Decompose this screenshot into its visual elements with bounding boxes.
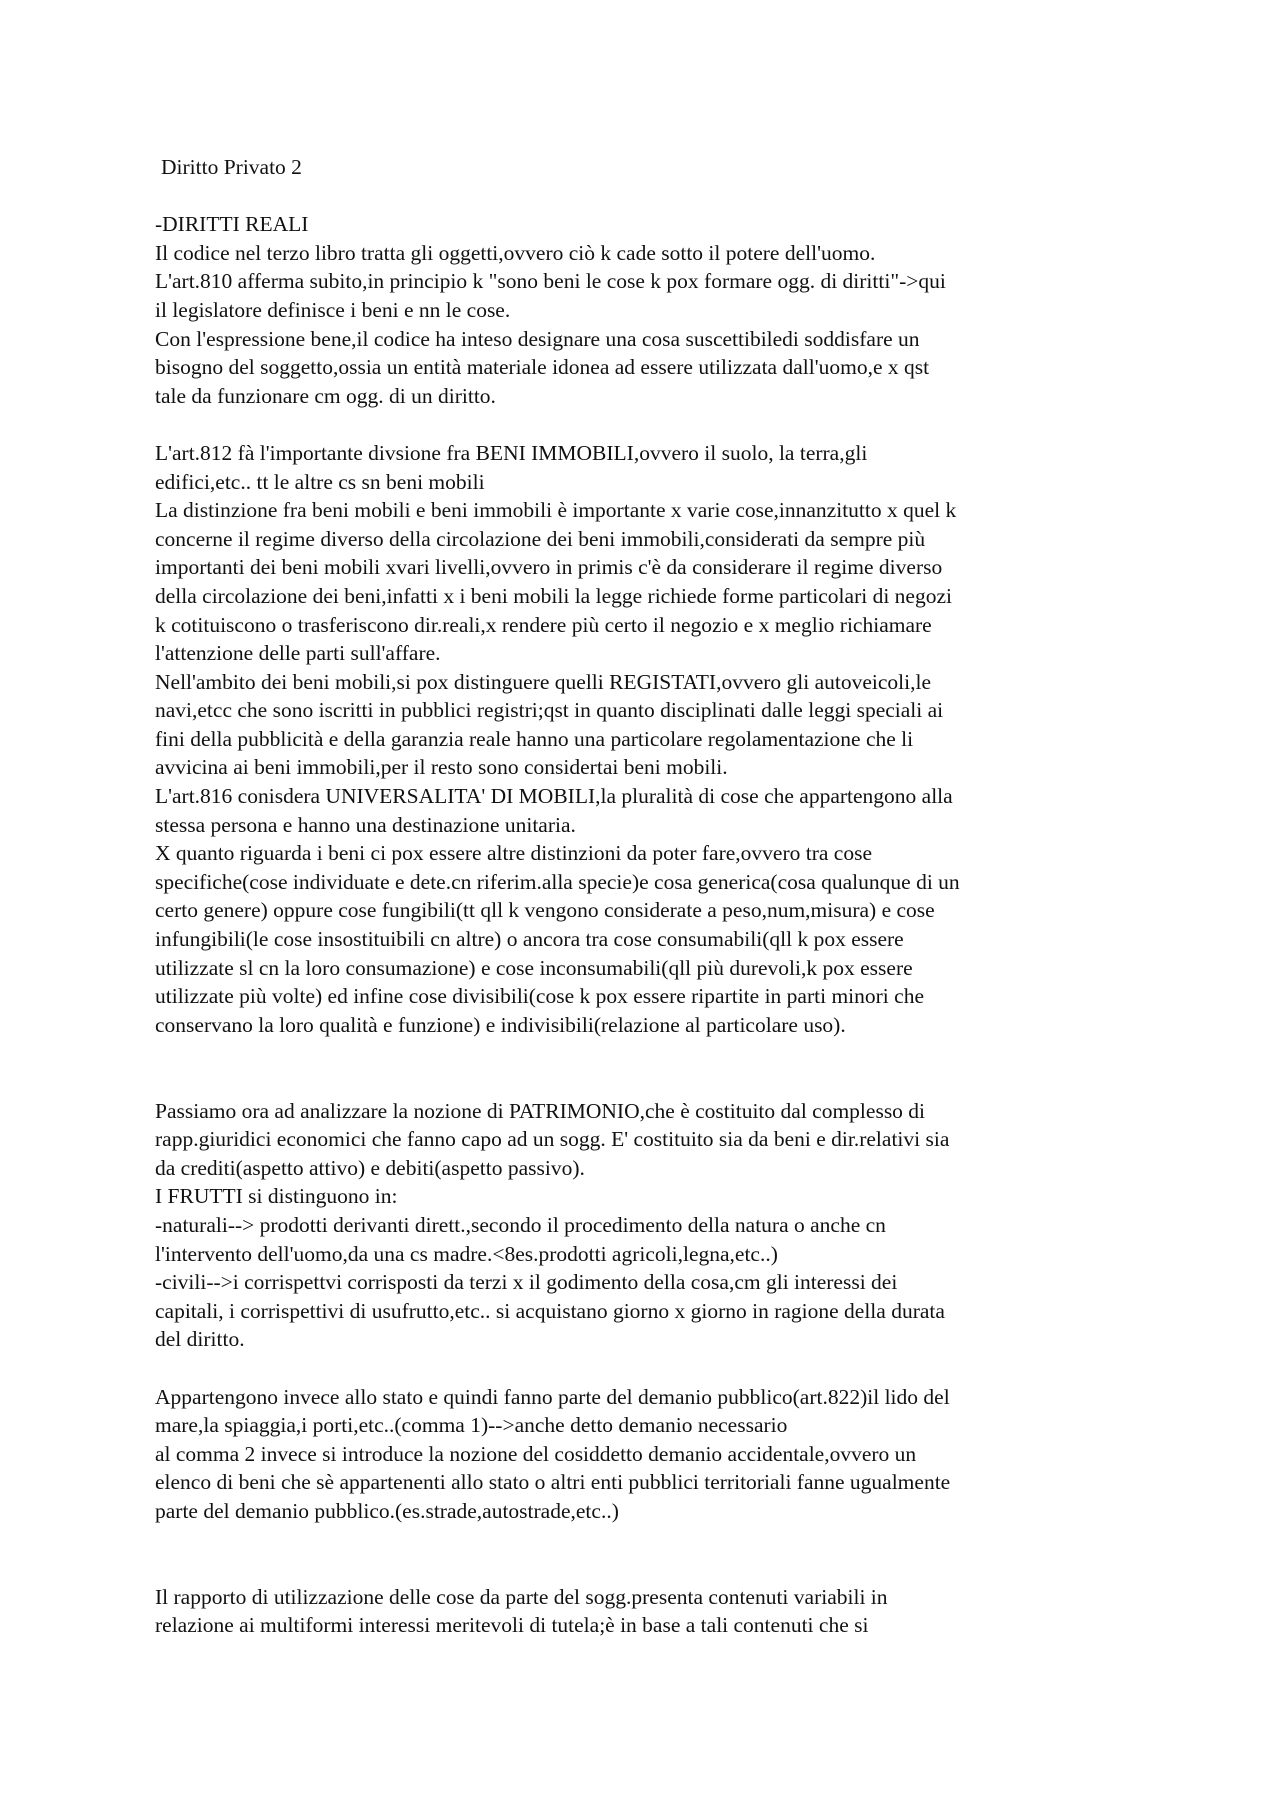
text-line: della circolazione dei beni,infatti x i beni mobili la legge richiede forme particolari di negozi: [155, 583, 952, 608]
text-line: elenco di beni che sè appartenenti allo stato o altri enti pubblici territoriali fanne ugualmente: [155, 1470, 951, 1495]
text-line: Con l'espressione bene,il codice ha inteso designare una cosa suscettibiledi soddisfare un: [155, 326, 920, 351]
document-title: Diritto Privato 2: [161, 155, 302, 179]
text-line: concerne il regime diverso della circolazione dei beni immobili,considerati da sempre più: [155, 526, 926, 551]
paragraph-spacer: [155, 182, 1155, 211]
text-line: l'intervento dell'uomo,da una cs madre.<8es.prodotti agricoli,legna,etc..): [155, 1241, 778, 1266]
text-line: Il rapporto di utilizzazione delle cose da parte del sogg.presenta contenuti variabili in: [155, 1584, 888, 1609]
text-line: utilizzate più volte) ed infine cose divisibili(cose k pox essere ripartite in parti minori che: [155, 984, 924, 1009]
text-line: utilizzate sl cn la loro consumazione) e cose inconsumabili(qll più durevoli,k pox essere: [155, 955, 913, 980]
text-line: Passiamo ora ad analizzare la nozione di PATRIMONIO,che è costituito dal complesso di: [155, 1098, 926, 1123]
text-line: rapp.giuridici economici che fanno capo ad un sogg. E' costituito sia da beni e dir.relativi sia: [155, 1127, 950, 1152]
text-line: La distinzione fra beni mobili e beni immobili è importante x varie cose,innanzitutto x quel k: [155, 498, 957, 523]
text-line: edifici,etc.. tt le altre cs sn beni mobili: [155, 469, 485, 494]
paragraph: [155, 782, 1155, 839]
paragraph: [155, 1268, 1155, 1354]
text-line: stessa persona e hanno una destinazione unitaria.: [155, 812, 576, 837]
text-line: X quanto riguarda i beni ci pox essere altre distinzioni da poter fare,ovvero tra cose: [155, 841, 872, 866]
paragraph: [155, 1182, 1155, 1211]
paragraph-spacer: [155, 410, 1155, 439]
paragraph: [155, 325, 1155, 411]
paragraph-spacer: [155, 1039, 1155, 1096]
text-line: infungibili(le cose insostituibili cn altre) o ancora tra cose consumabili(qll k pox essere: [155, 927, 904, 952]
paragraph: [155, 496, 1155, 668]
text-line: da crediti(aspetto attivo) e debiti(aspetto passivo).: [155, 1155, 585, 1180]
text-line: -civili-->i corrispettvi corrisposti da terzi x il godimento della cosa,cm gli interessi dei: [155, 1270, 898, 1295]
text-line: I FRUTTI si distinguono in:: [155, 1184, 398, 1209]
text-line: L'art.816 conisdera UNIVERSALITA' DI MOBILI,la pluralità di cose che appartengono alla: [155, 784, 953, 809]
section-heading: [155, 210, 1155, 239]
text-line: Appartengono invece allo stato e quindi fanno parte del demanio pubblico(art.822)il lido del: [155, 1384, 950, 1409]
paragraph: [155, 668, 1155, 782]
text-line: navi,etcc che sono iscritti in pubblici registri;qst in quanto disciplinati dalle leggi speciali ai: [155, 698, 944, 723]
text-line: L'art.812 fà l'importante divsione fra BENI IMMOBILI,ovvero il suolo, la terra,gli: [155, 440, 868, 465]
text-line: avvicina ai beni immobili,per il resto sono considertai beni mobili.: [155, 755, 728, 780]
paragraph-spacer: [155, 1526, 1155, 1583]
paragraph-spacer: [155, 1354, 1155, 1383]
paragraph: [155, 439, 1155, 496]
text-line: importanti dei beni mobili xvari livelli,ovvero in primis c'è da considerare il regime diverso: [155, 555, 943, 580]
paragraph: [155, 239, 1155, 268]
document-body: [155, 153, 1155, 1640]
paragraph: [155, 1383, 1155, 1440]
text-line: mare,la spiaggia,i porti,etc..(comma 1)-->anche detto demanio necessario: [155, 1413, 788, 1438]
paragraph: [155, 1440, 1155, 1526]
text-line: capitali, i corrispettivi di usufrutto,etc.. si acquistano giorno x giorno in ragione della durata: [155, 1298, 945, 1323]
text-line: al comma 2 invece si introduce la nozione del cosiddetto demanio accidentale,ovvero un: [155, 1441, 917, 1466]
text-line: -DIRITTI REALI: [155, 212, 309, 237]
text-line: tale da funzionare cm ogg. di un diritto.: [155, 383, 496, 408]
text-line: fini della pubblicità e della garanzia reale hanno una particolare regolamentazione che li: [155, 726, 914, 751]
text-line: conservano la loro qualità e funzione) e indivisibili(relazione al particolare uso).: [155, 1012, 846, 1037]
text-line: certo genere) oppure cose fungibili(tt qll k vengono considerate a peso,num,misura) e cose: [155, 898, 935, 923]
text-line: L'art.810 afferma subito,in principio k "sono beni le cose k pox formare ogg. di diritti"->qui: [155, 269, 946, 294]
text-line: specifiche(cose individuate e dete.cn riferim.alla specie)e cosa generica(cosa qualunque di un: [155, 869, 960, 894]
paragraph: [155, 267, 1155, 324]
text-line: l'attenzione delle parti sull'affare.: [155, 641, 441, 666]
paragraph: [155, 839, 1155, 1039]
paragraph: [155, 1583, 1155, 1640]
text-line: Il codice nel terzo libro tratta gli oggetti,ovvero ciò k cade sotto il potere dell'uomo.: [155, 240, 876, 265]
paragraph: [155, 1097, 1155, 1183]
text-line: bisogno del soggetto,ossia un entità materiale idonea ad essere utilizzata dall'uomo,e x qst: [155, 355, 930, 380]
paragraph: [155, 1211, 1155, 1268]
text-line: k cotituiscono o trasferiscono dir.reali,x rendere più certo il negozio e x meglio richiamare: [155, 612, 932, 637]
text-line: -naturali--> prodotti derivanti dirett.,secondo il procedimento della natura o anche cn: [155, 1212, 886, 1237]
text-line: parte del demanio pubblico.(es.strade,autostrade,etc..): [155, 1498, 619, 1523]
text-line: relazione ai multiformi interessi meritevoli di tutela;è in base a tali contenuti che si: [155, 1613, 869, 1638]
text-line: Nell'ambito dei beni mobili,si pox distinguere quelli REGISTATI,ovvero gli autoveicoli,le: [155, 669, 932, 694]
text-line: del diritto.: [155, 1327, 245, 1352]
text-line: il legislatore definisce i beni e nn le cose.: [155, 297, 511, 322]
